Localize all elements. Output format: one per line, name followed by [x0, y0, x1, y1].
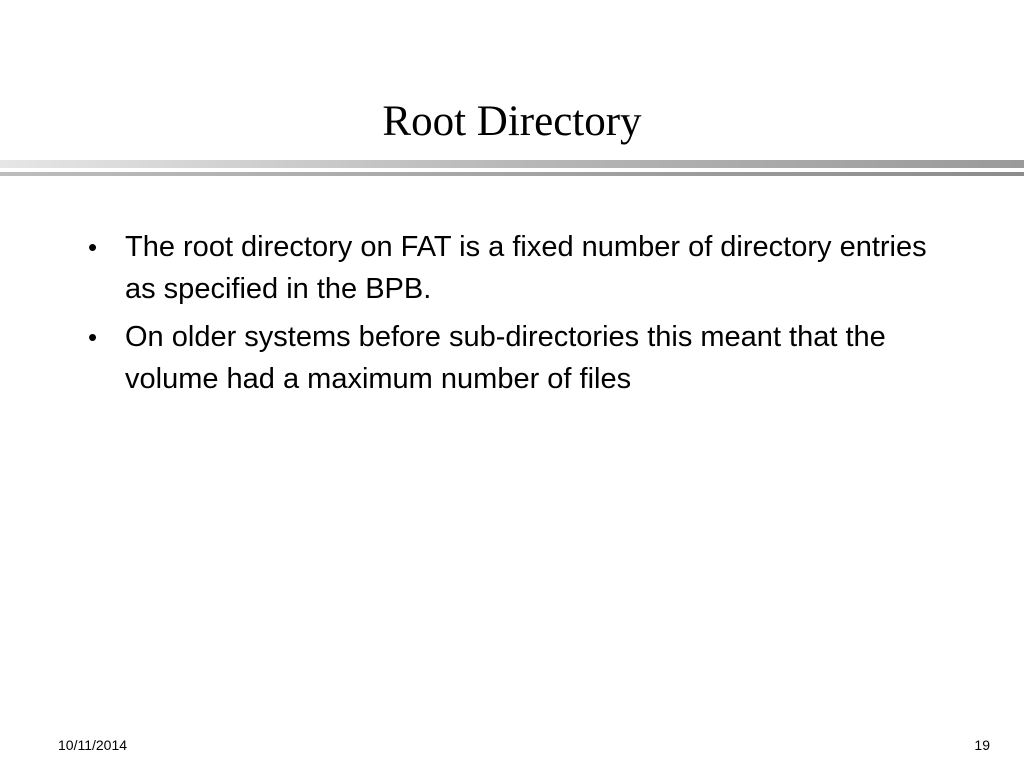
divider-line-light — [0, 160, 1024, 168]
footer-page-number: 19 — [974, 737, 990, 753]
bullet-item — [88, 316, 948, 400]
footer-date: 10/11/2014 — [58, 737, 128, 753]
divider-line-dark — [0, 172, 1024, 176]
bullet-marker: • — [88, 232, 98, 262]
title-divider — [0, 158, 1024, 178]
slide-title: Root Directory — [382, 98, 642, 145]
bullet-marker: • — [88, 322, 98, 352]
bullet-text: On older systems before sub-directories this meant that the volume had a maximum number of files — [125, 321, 886, 395]
bullet-item — [88, 226, 948, 310]
bullet-list — [88, 226, 948, 406]
bullet-text: The root directory on FAT is a fixed number of directory entries as specified in the BPB. — [125, 231, 927, 305]
